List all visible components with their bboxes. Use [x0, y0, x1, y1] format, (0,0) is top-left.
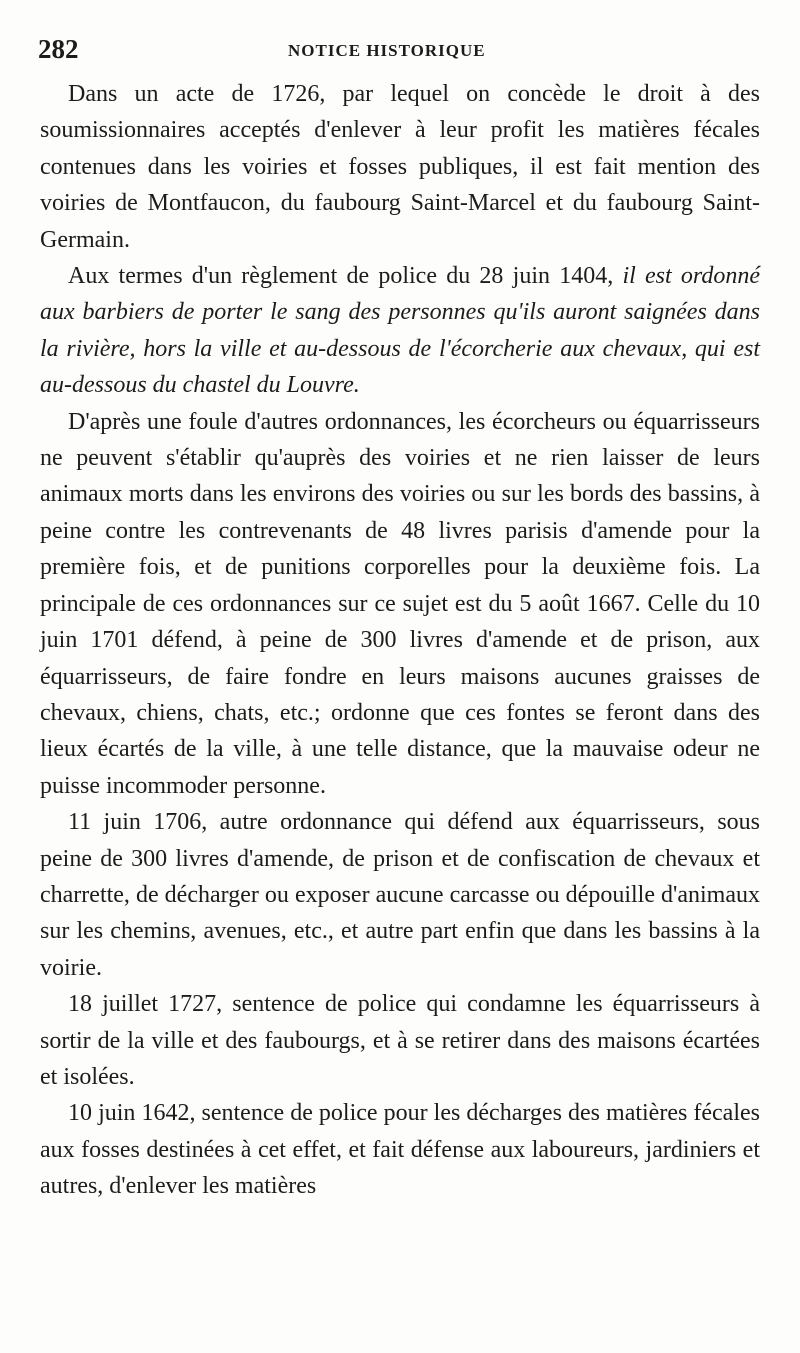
- paragraph-1642-sentence: 10 juin 1642, sentence de police pour les décharges des matières fécales aux fosses destinées à cet effet, et fait défense aux laboureurs, jardiniers et autres, d'enlever les matières: [40, 1100, 760, 1200]
- page-header: [38, 34, 762, 66]
- page-number: 282: [38, 34, 79, 64]
- paragraph-1706-ordinance: 11 juin 1706, autre ordonnance qui défend aux équarrisseurs, sous peine de 300 livres d'amende, de prison et de confiscation de chevaux et charrette, de décharger ou exposer aucune carcasse ou dépouille d'animaux sur les chemins, avenues, etc., et autre part enfin que dans les bassins à la voirie.: [40, 809, 760, 981]
- paragraph-1404-regulation: [40, 258, 760, 404]
- paragraph-1727-sentence: 18 juillet 1727, sentence de police qui condamne les équarrisseurs à sortir de la ville et des faubourgs, et à se retirer dans des maisons écartées et isolées.: [40, 991, 760, 1090]
- paragraph-1726-act: Dans un acte de 1726, par lequel on concède le droit à des soumissionnaires acceptés d'enlever à leur profit les matières fécales contenues dans les voiries et fosses publiques, il est fait mention des voiries de Montfaucon, du faubourg Saint-Marcel et du faubourg Saint-Germain.: [40, 81, 760, 253]
- paragraph-ordinances: D'après une foule d'autres ordonnances, les écorcheurs ou équarrisseurs ne peuvent s'établir qu'auprès des voiries et ne rien laisser de leurs animaux morts dans les environs des voiries ou sur les bords des bassins, à peine contre les contrevenants de 48 livres parisis d'amende pour la première fois, et de punitions corporelles pour la deuxième fois. La principale de ces ordonnances sur ce sujet est du 5 août 1667. Celle du 10 juin 1701 défend, à peine de 300 livres d'amende et de prison, aux équarrisseurs, de faire fondre en leurs maisons aucunes graisses de chevaux, chiens, chats, etc.; ordonne que ces fontes se feront dans des lieux écartés de la ville, à une telle distance, que la mauvaise odeur ne puisse incommoder personne.: [40, 408, 760, 799]
- body-text: [40, 76, 760, 1205]
- quoted-ordinance: il est ordonné aux barbiers de porter le sang des personnes qu'ils auront saignées dans la rivière, hors la ville et au-dessous de l'écorcherie aux chevaux, qui est au-dessous du chastel du Louvre.: [40, 263, 760, 399]
- paragraph-lead: Aux termes d'un règlement de police du 28 juin 1404,: [68, 263, 614, 290]
- running-head: NOTICE HISTORIQUE: [288, 41, 486, 60]
